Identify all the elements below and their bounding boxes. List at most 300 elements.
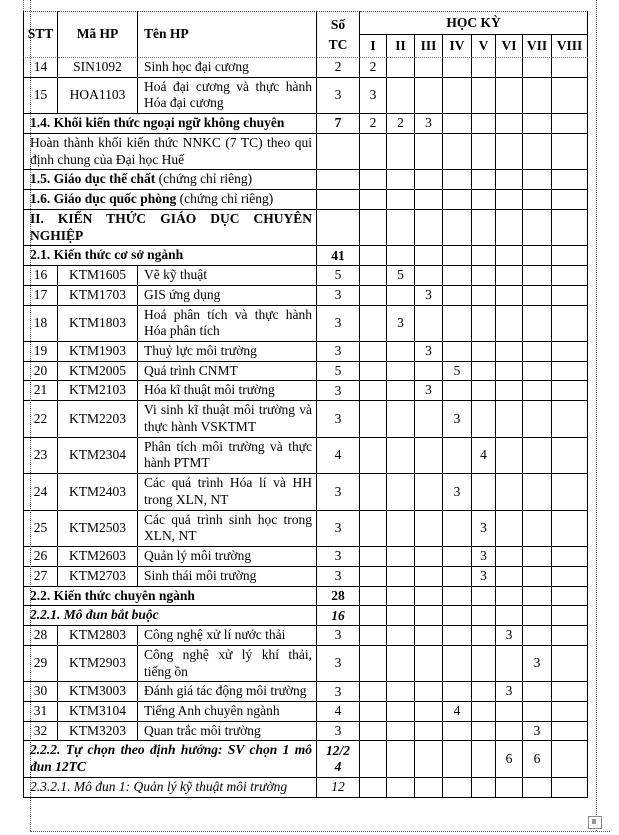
cell-semester-4 <box>443 606 472 626</box>
table-row <box>23 682 588 702</box>
header-ma-hp: Mã HP <box>58 11 138 58</box>
cell-semester-3 <box>415 474 443 510</box>
object-anchor-icon <box>588 816 602 829</box>
table-row <box>23 587 588 607</box>
cell-semester-8 <box>552 190 588 210</box>
cell-semester-1 <box>360 286 387 306</box>
cell-course-code: KTM1605 <box>58 266 138 286</box>
cell-semester-6 <box>496 567 523 587</box>
cell-semester-6 <box>496 511 523 547</box>
cell-semester-8 <box>552 722 588 742</box>
table-row <box>23 626 588 646</box>
cell-semester-3 <box>415 722 443 742</box>
cell-semester-2: 3 <box>387 306 415 342</box>
cell-semester-3 <box>415 246 443 266</box>
cell-semester-7 <box>523 587 552 607</box>
cell-semester-7: 3 <box>523 646 552 682</box>
cell-course-code: KTM2005 <box>58 362 138 382</box>
cell-semester-5 <box>472 381 496 401</box>
cell-semester-4 <box>443 722 472 742</box>
cell-course-code: KTM2603 <box>58 547 138 567</box>
cell-semester-1 <box>360 606 387 626</box>
cell-stt: 16 <box>23 266 58 286</box>
section-label: 2.3.2.1. Mô đun 1: Quản lý kỹ thuật môi trường <box>30 778 288 794</box>
cell-semester-4 <box>443 266 472 286</box>
section-label-cell <box>23 114 317 134</box>
table-row <box>23 381 588 401</box>
cell-credits <box>317 210 360 246</box>
cell-semester-7 <box>523 190 552 210</box>
cell-semester-5 <box>472 682 496 702</box>
cell-semester-1 <box>360 306 387 342</box>
cell-semester-5 <box>472 134 496 170</box>
cell-semester-1: 3 <box>360 78 387 114</box>
cell-semester-3 <box>415 266 443 286</box>
cell-semester-7: 6 <box>523 741 552 777</box>
cell-semester-6 <box>496 381 523 401</box>
cell-semester-4 <box>443 342 472 362</box>
cell-semester-2 <box>387 587 415 607</box>
cell-semester-6 <box>496 401 523 437</box>
cell-semester-3: 3 <box>415 381 443 401</box>
curriculum-table <box>23 11 588 798</box>
cell-semester-3 <box>415 547 443 567</box>
cell-semester-2 <box>387 362 415 382</box>
cell-stt: 23 <box>23 438 58 474</box>
cell-semester-8 <box>552 682 588 702</box>
section-label: 2.2.1. Mô đun bắt buộc <box>30 607 159 623</box>
cell-semester-7 <box>523 511 552 547</box>
cell-credits <box>317 134 360 170</box>
table-row <box>23 190 588 210</box>
cell-semester-4: 3 <box>443 474 472 510</box>
table-row <box>23 606 588 626</box>
table-row <box>23 567 588 587</box>
section-label-cell <box>23 210 317 246</box>
header-ten-hp: Tên HP <box>138 11 317 58</box>
cell-semester-2 <box>387 401 415 437</box>
cell-course-code: KTM3104 <box>58 702 138 722</box>
cell-semester-6 <box>496 547 523 567</box>
table-row <box>23 170 588 190</box>
section-label: 2.2. Kiến thức chuyên ngành <box>30 587 195 603</box>
cell-course-code: KTM2803 <box>58 626 138 646</box>
section-label: 1.5. Giáo dục thể chất <box>30 171 156 187</box>
cell-semester-2 <box>387 778 415 798</box>
cell-course-name: Các quá trình sinh học trong XLN, NT <box>138 511 317 547</box>
cell-credits: 3 <box>317 547 360 567</box>
cell-semester-2 <box>387 210 415 246</box>
header-so-tc-line2: TC <box>328 36 348 52</box>
cell-semester-3 <box>415 702 443 722</box>
cell-semester-2 <box>387 78 415 114</box>
cell-credits: 3 <box>317 381 360 401</box>
cell-semester-5 <box>472 190 496 210</box>
cell-semester-4 <box>443 511 472 547</box>
section-label-cell <box>23 606 317 626</box>
cell-stt: 21 <box>23 381 58 401</box>
table-row <box>23 547 588 567</box>
cell-semester-2 <box>387 58 415 78</box>
table-row <box>23 114 588 134</box>
cell-semester-7 <box>523 401 552 437</box>
cell-semester-5 <box>472 401 496 437</box>
cell-semester-1 <box>360 722 387 742</box>
cell-course-code: KTM1903 <box>58 342 138 362</box>
cell-semester-8 <box>552 78 588 114</box>
cell-semester-1 <box>360 401 387 437</box>
cell-semester-7 <box>523 567 552 587</box>
header-semester-8: VIII <box>552 35 588 58</box>
cell-semester-2 <box>387 741 415 777</box>
cell-semester-7 <box>523 114 552 134</box>
section-label: 1.6. Giáo dục quốc phòng <box>30 191 177 207</box>
cell-course-code: KTM2503 <box>58 511 138 547</box>
cell-credits: 3 <box>317 78 360 114</box>
cell-semester-1 <box>360 190 387 210</box>
cell-semester-3: 3 <box>415 286 443 306</box>
cell-semester-6: 6 <box>496 741 523 777</box>
cell-semester-1 <box>360 547 387 567</box>
cell-semester-7 <box>523 547 552 567</box>
cell-semester-5 <box>472 266 496 286</box>
cell-semester-3 <box>415 626 443 646</box>
cell-semester-5 <box>472 778 496 798</box>
cell-semester-2 <box>387 606 415 626</box>
text-boundary-line-stub <box>23 0 24 11</box>
cell-semester-5 <box>472 306 496 342</box>
cell-semester-5 <box>472 741 496 777</box>
cell-semester-5 <box>472 114 496 134</box>
table-row <box>23 286 588 306</box>
cell-semester-2 <box>387 474 415 510</box>
cell-semester-6 <box>496 210 523 246</box>
cell-semester-3 <box>415 606 443 626</box>
cell-semester-6 <box>496 114 523 134</box>
cell-semester-3 <box>415 170 443 190</box>
cell-credits: 3 <box>317 511 360 547</box>
cell-semester-5 <box>472 646 496 682</box>
cell-semester-8 <box>552 587 588 607</box>
cell-course-code: KTM2403 <box>58 474 138 510</box>
section-label: 2.2.2. Tự chọn theo định hướng: SV chọn 1 mô đun 12TC <box>30 742 312 775</box>
table-row <box>23 306 588 342</box>
header-semester-1: I <box>360 35 387 58</box>
cell-semester-6 <box>496 266 523 286</box>
cell-semester-4 <box>443 210 472 246</box>
cell-credits: 3 <box>317 342 360 362</box>
section-label-cell <box>23 190 317 210</box>
cell-semester-3 <box>415 587 443 607</box>
cell-semester-1 <box>360 587 387 607</box>
cell-semester-3 <box>415 306 443 342</box>
table-row <box>23 646 588 682</box>
section-label: 2.1. Kiến thức cơ sở ngành <box>30 247 184 263</box>
cell-course-name: Đánh giá tác động môi trường <box>138 682 317 702</box>
cell-course-name: Công nghệ xử lý khí thải, tiếng ồn <box>138 646 317 682</box>
section-label-cell <box>23 778 317 798</box>
cell-credits: 4 <box>317 438 360 474</box>
cell-stt: 32 <box>23 722 58 742</box>
table-row <box>23 362 588 382</box>
table-row <box>23 702 588 722</box>
cell-semester-4 <box>443 114 472 134</box>
table-row <box>23 78 588 114</box>
cell-semester-4 <box>443 134 472 170</box>
cell-semester-2 <box>387 646 415 682</box>
cell-semester-3 <box>415 134 443 170</box>
cell-stt: 25 <box>23 511 58 547</box>
cell-semester-1 <box>360 381 387 401</box>
cell-semester-3 <box>415 567 443 587</box>
cell-semester-3 <box>415 646 443 682</box>
cell-course-code: KTM1803 <box>58 306 138 342</box>
cell-semester-7 <box>523 342 552 362</box>
table-row <box>23 438 588 474</box>
section-label-cell <box>23 587 317 607</box>
cell-semester-1 <box>360 474 387 510</box>
cell-semester-6 <box>496 474 523 510</box>
cell-semester-8 <box>552 401 588 437</box>
cell-course-code: KTM1703 <box>58 286 138 306</box>
header-so-tc <box>317 11 360 58</box>
cell-semester-1 <box>360 646 387 682</box>
cell-semester-2: 2 <box>387 114 415 134</box>
cell-stt: 22 <box>23 401 58 437</box>
cell-semester-4 <box>443 438 472 474</box>
cell-credits <box>317 170 360 190</box>
cell-semester-7 <box>523 58 552 78</box>
cell-semester-5 <box>472 474 496 510</box>
cell-course-code: KTM2703 <box>58 567 138 587</box>
cell-stt: 30 <box>23 682 58 702</box>
cell-semester-8 <box>552 210 588 246</box>
cell-semester-6 <box>496 722 523 742</box>
cell-course-name: Hoá phân tích và thực hành Hóa phân tích <box>138 306 317 342</box>
section-label-cell <box>23 741 317 777</box>
cell-semester-4: 5 <box>443 362 472 382</box>
cell-stt: 18 <box>23 306 58 342</box>
cell-semester-3 <box>415 401 443 437</box>
cell-semester-5 <box>472 722 496 742</box>
cell-credits: 3 <box>317 722 360 742</box>
cell-stt: 24 <box>23 474 58 510</box>
cell-semester-4: 3 <box>443 401 472 437</box>
cell-semester-5 <box>472 210 496 246</box>
cell-semester-3: 3 <box>415 114 443 134</box>
cell-semester-2 <box>387 246 415 266</box>
cell-semester-5: 3 <box>472 547 496 567</box>
cell-semester-1 <box>360 266 387 286</box>
cell-semester-6 <box>496 778 523 798</box>
cell-semester-5: 4 <box>472 438 496 474</box>
cell-semester-6 <box>496 587 523 607</box>
cell-semester-1: 2 <box>360 58 387 78</box>
cell-semester-4 <box>443 58 472 78</box>
cell-credits: 3 <box>317 474 360 510</box>
cell-semester-6 <box>496 702 523 722</box>
cell-semester-7 <box>523 78 552 114</box>
header-semester-3: III <box>415 35 443 58</box>
cell-semester-8 <box>552 286 588 306</box>
cell-course-code: SIN1092 <box>58 58 138 78</box>
text-boundary-line-left <box>30 0 31 831</box>
cell-semester-7 <box>523 606 552 626</box>
cell-semester-8 <box>552 547 588 567</box>
header-semester-5: V <box>472 35 496 58</box>
cell-semester-8 <box>552 606 588 626</box>
cell-semester-1 <box>360 741 387 777</box>
cell-semester-7 <box>523 474 552 510</box>
cell-semester-8 <box>552 381 588 401</box>
table-header <box>23 11 588 58</box>
cell-course-name: Thuỷ lực môi trường <box>138 342 317 362</box>
cell-semester-4 <box>443 246 472 266</box>
cell-semester-2 <box>387 722 415 742</box>
cell-semester-2 <box>387 342 415 362</box>
cell-semester-6 <box>496 606 523 626</box>
cell-course-name: Tiếng Anh chuyên ngành <box>138 702 317 722</box>
cell-course-name: Quá trình CNMT <box>138 362 317 382</box>
cell-semester-6 <box>496 134 523 170</box>
cell-semester-6 <box>496 438 523 474</box>
cell-semester-4 <box>443 626 472 646</box>
section-label: 1.4. Khối kiến thức ngoại ngữ không chuyên <box>30 115 285 131</box>
cell-credits: 7 <box>317 114 360 134</box>
cell-semester-8 <box>552 362 588 382</box>
cell-semester-6: 3 <box>496 626 523 646</box>
cell-semester-5 <box>472 58 496 78</box>
cell-stt: 20 <box>23 362 58 382</box>
cell-credits: 12 <box>317 778 360 798</box>
cell-semester-4 <box>443 682 472 702</box>
cell-semester-8 <box>552 342 588 362</box>
cell-semester-2 <box>387 286 415 306</box>
cell-course-code: HOA1103 <box>58 78 138 114</box>
cell-semester-5: 3 <box>472 511 496 547</box>
cell-credits: 41 <box>317 246 360 266</box>
cell-course-name: Sinh thái môi trường <box>138 567 317 587</box>
cell-semester-6 <box>496 286 523 306</box>
header-row-1 <box>23 11 588 35</box>
cell-semester-4 <box>443 306 472 342</box>
cell-semester-1 <box>360 134 387 170</box>
section-label-note: (chứng chỉ riêng) <box>155 171 253 187</box>
cell-semester-2 <box>387 170 415 190</box>
table-row <box>23 246 588 266</box>
cell-semester-1 <box>360 362 387 382</box>
cell-semester-2 <box>387 381 415 401</box>
cell-semester-8 <box>552 438 588 474</box>
cell-credits <box>317 190 360 210</box>
table-row <box>23 266 588 286</box>
cell-semester-8 <box>552 778 588 798</box>
cell-semester-5 <box>472 702 496 722</box>
cell-semester-4 <box>443 286 472 306</box>
section-label-cell <box>23 246 317 266</box>
cell-stt: 14 <box>23 58 58 78</box>
cell-course-name: Vi sinh kĩ thuật môi trường và thực hành VSKTMT <box>138 401 317 437</box>
section-label-note: (chứng chỉ riêng) <box>176 191 274 207</box>
cell-course-code: KTM2304 <box>58 438 138 474</box>
cell-credits: 5 <box>317 362 360 382</box>
cell-semester-8 <box>552 567 588 587</box>
cell-course-code: KTM2903 <box>58 646 138 682</box>
cell-semester-8 <box>552 741 588 777</box>
cell-semester-2 <box>387 682 415 702</box>
cell-semester-7 <box>523 306 552 342</box>
cell-course-name: Hóa kĩ thuật môi trường <box>138 381 317 401</box>
cell-course-name: Sinh học đại cương <box>138 58 317 78</box>
cell-stt: 19 <box>23 342 58 362</box>
cell-semester-3: 3 <box>415 342 443 362</box>
cell-semester-6 <box>496 362 523 382</box>
cell-semester-2 <box>387 511 415 547</box>
cell-semester-4 <box>443 190 472 210</box>
cell-semester-8 <box>552 170 588 190</box>
cell-stt: 27 <box>23 567 58 587</box>
cell-credits: 12/24 <box>317 741 360 777</box>
cell-semester-3 <box>415 210 443 246</box>
cell-credits: 2 <box>317 58 360 78</box>
cell-semester-4 <box>443 381 472 401</box>
cell-semester-8 <box>552 646 588 682</box>
cell-semester-4 <box>443 78 472 114</box>
cell-stt: 31 <box>23 702 58 722</box>
cell-semester-5 <box>472 362 496 382</box>
cell-credits: 3 <box>317 682 360 702</box>
cell-course-code: KTM3203 <box>58 722 138 742</box>
cell-semester-4 <box>443 170 472 190</box>
cell-semester-4 <box>443 547 472 567</box>
cell-stt: 15 <box>23 78 58 114</box>
cell-semester-4: 4 <box>443 702 472 722</box>
cell-semester-8 <box>552 474 588 510</box>
table-row <box>23 511 588 547</box>
cell-credits: 3 <box>317 286 360 306</box>
cell-semester-5 <box>472 78 496 114</box>
cell-semester-8 <box>552 626 588 646</box>
cell-semester-7 <box>523 210 552 246</box>
cell-semester-3 <box>415 682 443 702</box>
section-label-cell <box>23 170 317 190</box>
cell-semester-2 <box>387 438 415 474</box>
cell-semester-5 <box>472 342 496 362</box>
cell-course-name: GIS ứng dụng <box>138 286 317 306</box>
cell-semester-5: 3 <box>472 567 496 587</box>
cell-semester-1 <box>360 438 387 474</box>
cell-semester-7 <box>523 170 552 190</box>
cell-semester-1 <box>360 702 387 722</box>
cell-semester-2 <box>387 547 415 567</box>
cell-semester-7 <box>523 626 552 646</box>
text-boundary-line-bottom <box>30 831 610 832</box>
cell-semester-1 <box>360 342 387 362</box>
cell-credits: 3 <box>317 306 360 342</box>
cell-course-name: Quan trắc môi trường <box>138 722 317 742</box>
cell-semester-1 <box>360 246 387 266</box>
table-row <box>23 58 588 78</box>
cell-semester-3 <box>415 58 443 78</box>
cell-semester-8 <box>552 114 588 134</box>
cell-semester-1 <box>360 170 387 190</box>
cell-semester-7 <box>523 362 552 382</box>
cell-semester-3 <box>415 190 443 210</box>
cell-semester-6 <box>496 646 523 682</box>
cell-semester-6 <box>496 78 523 114</box>
cell-semester-2 <box>387 190 415 210</box>
cell-course-name: Vẽ kỹ thuật <box>138 266 317 286</box>
